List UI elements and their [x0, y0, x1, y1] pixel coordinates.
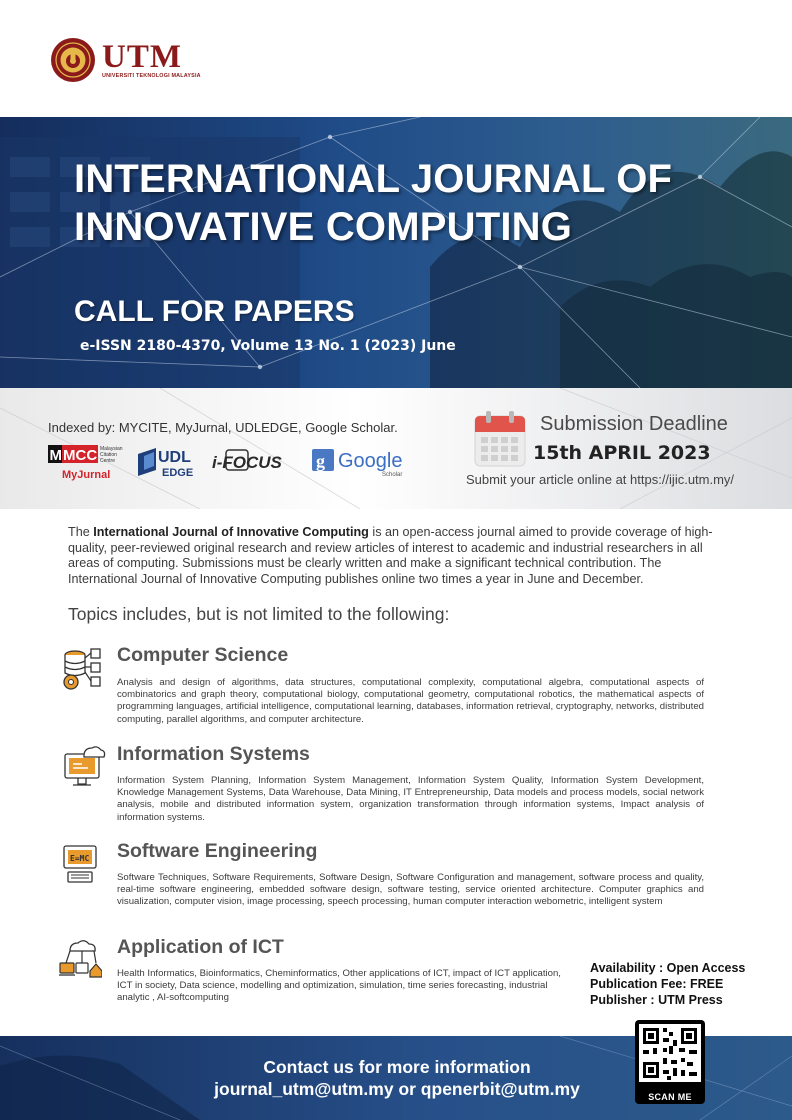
network-devices-icon — [58, 937, 102, 983]
publisher-info: Publisher : UTM Press — [590, 993, 723, 1007]
topic-body-software-engineering: Software Techniques, Software Requirements, Software Design, Software Configuration and management, software process and quality, real-time software engineering, embedded software design, software testing, service oriented architecture. Computer graphics and visualization, computer vision, image processing, speech processing, human computer interaction webometric, intelligent system — [117, 872, 704, 908]
mcc-logo-text: MCC — [63, 447, 98, 464]
intro-journal-name: International Journal of Innovative Computing — [93, 525, 369, 539]
svg-text:M: M — [49, 447, 62, 464]
submission-deadline-date: 15th APRIL 2023 — [533, 442, 711, 464]
submit-online-link[interactable]: Submit your article online at https://ijic.utm.my/ — [466, 472, 735, 487]
issn-volume-line: e-ISSN 2180-4370, Volume 13 No. 1 (2023) June — [80, 338, 456, 354]
top-header — [0, 0, 792, 117]
mcc-myjurnal-logo[interactable] — [48, 445, 123, 481]
publication-fee-info: Publication Fee: FREE — [590, 977, 724, 991]
topic-title-computer-science: Computer Science — [117, 644, 289, 666]
server-gear-icon — [60, 646, 104, 692]
utm-logo[interactable] — [50, 36, 210, 84]
scan-me-label: SCAN ME — [648, 1092, 692, 1102]
call-for-papers-heading: CALL FOR PAPERS — [74, 295, 355, 328]
mcc-line-2: Citation — [100, 452, 117, 458]
myjurnal-logo-text: MyJurnal — [62, 469, 111, 481]
submission-deadline-label: Submission Deadline — [540, 413, 728, 435]
ifocus-logo[interactable] — [212, 450, 283, 472]
scholar-logo-text: Scholar — [382, 472, 403, 478]
udledge-logo[interactable] — [138, 448, 193, 479]
ifocus-logo-text: i-FOCUS — [212, 453, 282, 472]
topic-body-computer-science: Analysis and design of algorithms, data structures, computational complexity, computational algebra, computational aspects of combinatorics and graph theory, computational biology, computational geometry, computational robotics, the mathematical aspects of programming languages, artificial intelligence, computational learning, databases, information retrieval, cryptography, networks, distributed computing, parallel algorithms, and computer architecture. — [117, 677, 704, 725]
mcc-line-3: Centre — [100, 458, 116, 464]
contact-emails[interactable]: journal_utm@utm.my or qpenerbit@utm.my — [214, 1079, 580, 1099]
indexing-logos — [46, 440, 426, 484]
qr-code-icon — [639, 1024, 701, 1082]
topic-body-information-systems: Information System Planning, Information System Management, Information System Quality, Information System Development, Knowledge Management Systems, Data Warehouse, Data Mining, IT Entrepreneurship, Data models and process models, social network analysis, mobile and distributed information system, organization transformation through information systems, Impact analysis of information systems. — [117, 775, 704, 823]
topics-heading: Topics includes, but is not limited to the following: — [68, 604, 450, 624]
intro-lead: The — [68, 525, 94, 539]
logo-subtitle: UNIVERSITI TEKNOLOGI MALAYSIA — [102, 73, 201, 79]
utm-seal-icon — [50, 37, 96, 83]
google-logo-text: Google — [338, 450, 403, 472]
topic-title-application-of-ict: Application of ICT — [117, 936, 284, 958]
journal-description — [68, 525, 734, 587]
calendar-icon — [473, 410, 527, 468]
topic-body-application-of-ict: Health Informatics, Bioinformatics, Cheminformatics, Other applications of ICT, impact of ICT application, ICT in society, Data science, modelling and optimization, simulation, time series forecasting, industrial analytic , AI-softcomputing — [117, 968, 561, 1004]
code-computer-icon — [60, 842, 104, 888]
google-scholar-logo[interactable] — [312, 449, 403, 478]
contact-heading: Contact us for more information — [263, 1057, 531, 1077]
topic-title-information-systems: Information Systems — [117, 743, 310, 765]
journal-title: INTERNATIONAL JOURNAL OF INNOVATIVE COMPUTING — [74, 157, 673, 249]
topic-title-software-engineering: Software Engineering — [117, 840, 318, 862]
availability-info: Availability : Open Access — [590, 961, 746, 975]
cloud-monitor-icon — [62, 744, 106, 790]
udl-logo-text: UDL — [158, 449, 191, 466]
qr-code-badge[interactable] — [635, 1020, 705, 1104]
edge-logo-text: EDGE — [162, 467, 194, 479]
logo-wordmark: UTM — [102, 39, 182, 75]
intro-body: is an open-access journal aimed to provide coverage of high-quality, peer-reviewed original research and review articles of interest to academic and industrial researchers in all areas of computing. Submissions must be clearly written and make a significant technical contribution. The International Journal of Innovative Computing publishes online two times a year in June and December. — [68, 525, 713, 586]
indexed-by-text: Indexed by: MYCITE, MyJurnal, UDLEDGE, Google Scholar. — [48, 420, 398, 435]
svg-text:g: g — [316, 451, 325, 471]
svg-text:E=MC: E=MC — [70, 854, 90, 863]
mcc-line-1: Malaysian — [100, 446, 123, 452]
